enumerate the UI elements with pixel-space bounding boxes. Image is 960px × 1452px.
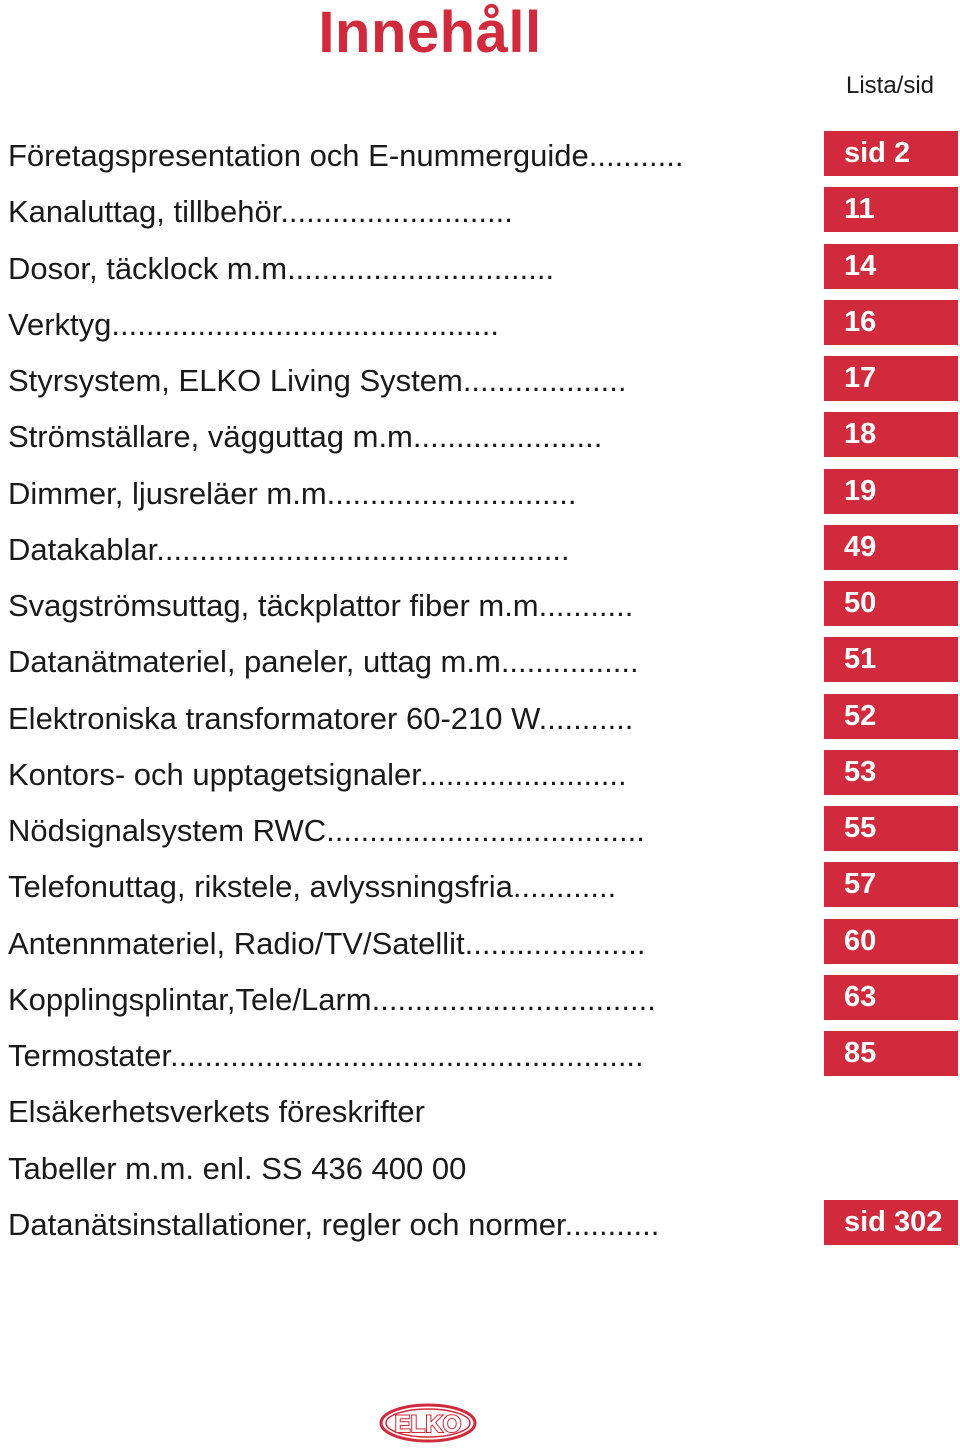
toc-entry[interactable] [0, 1028, 960, 1084]
toc-page-badge: 60 [824, 919, 958, 964]
toc-entry-label: Antennmateriel, Radio/TV/Satellit..................... [8, 925, 646, 961]
toc-leader-dots: ............................................. [111, 306, 499, 342]
toc-page-badge: 85 [824, 1031, 958, 1076]
toc-entry [0, 1141, 960, 1197]
logo-wordmark: ELKO [394, 1411, 462, 1438]
toc-entry[interactable] [0, 859, 960, 915]
toc-page-badge: 52 [824, 694, 958, 739]
toc-entry-label: Svagströmsuttag, täckplattor fiber m.m........... [8, 588, 634, 623]
toc-leader-dots: ....................................................... [169, 1038, 644, 1073]
toc-leader-dots: ................... [462, 363, 627, 398]
toc-leader-dots: ........................... [280, 194, 513, 230]
toc-page-badge: 51 [824, 637, 958, 682]
toc-page-badge: 57 [824, 862, 958, 907]
toc-entry-label: Kopplingsplintar,Tele/Larm................................. [8, 981, 656, 1017]
toc-page-badge: sid 302 [824, 1200, 958, 1245]
toc-entry[interactable] [0, 128, 960, 184]
toc-entry-label: Datanätmateriel, paneler, uttag m.m................ [8, 644, 639, 680]
toc-entry-label: Tabeller m.m. enl. SS 436 400 00 [8, 1150, 467, 1186]
toc-entry[interactable] [0, 522, 960, 578]
toc-entry-label: Verktyg............................................. [8, 306, 499, 342]
toc-page-badge: 53 [824, 750, 958, 795]
toc-entry-label: Nödsignalsystem RWC..................................... [8, 813, 645, 848]
toc-entry[interactable] [0, 747, 960, 803]
toc-page-badge: 14 [824, 244, 958, 289]
toc-entry[interactable] [0, 466, 960, 522]
toc-page-badge: 17 [824, 356, 958, 401]
toc-leader-dots: ............................. [326, 475, 577, 511]
toc-leader-dots: ................................................ [156, 531, 570, 567]
toc-entry[interactable] [0, 916, 960, 972]
elko-logo-icon [378, 1402, 478, 1444]
page-column-header: Lista/sid [845, 72, 935, 99]
toc-entry [0, 1084, 960, 1140]
toc-leader-dots: ................................. [371, 981, 656, 1017]
toc-entry-label: Kontors- och upptagetsignaler........................ [8, 756, 627, 792]
toc-page-badge: 11 [824, 187, 958, 232]
toc-entry-label: Kanaluttag, tillbehör........................... [8, 194, 513, 230]
toc-leader-dots: ............................... [287, 250, 555, 286]
toc-page-badge: 63 [824, 975, 958, 1020]
toc-leader-dots: ........... [588, 138, 684, 173]
toc-leader-dots: ............ [512, 869, 617, 905]
toc-leader-dots: ..................... [464, 925, 646, 961]
toc-entry-label: Termostater....................................................... [8, 1038, 644, 1073]
toc-page-badge: 16 [824, 300, 958, 345]
toc-entry-label: Dimmer, ljusreläer m.m............................. [8, 475, 577, 511]
toc-entry-label: Dosor, täcklock m.m............................... [8, 250, 555, 286]
toc-leader-dots: ........... [538, 700, 634, 736]
toc-entry[interactable] [0, 1197, 960, 1253]
toc-page-badge: 18 [824, 412, 958, 457]
toc-leader-dots: ...................... [412, 419, 603, 455]
toc-entry-label: Strömställare, vägguttag m.m...................... [8, 419, 603, 455]
toc-page-badge: sid 2 [824, 131, 958, 176]
toc-leader-dots: ..................................... [326, 813, 645, 848]
toc-entry[interactable] [0, 184, 960, 240]
toc-entry[interactable] [0, 241, 960, 297]
toc-entry[interactable] [0, 409, 960, 465]
toc-entry[interactable] [0, 972, 960, 1028]
toc-leader-dots: ................ [500, 644, 639, 680]
toc-entry-label: Styrsystem, ELKO Living System................... [8, 363, 627, 398]
toc-entry[interactable] [0, 634, 960, 690]
toc-leader-dots: ........................ [419, 756, 627, 792]
toc-entry[interactable] [0, 353, 960, 409]
toc-entry[interactable] [0, 691, 960, 747]
toc-entry[interactable] [0, 297, 960, 353]
table-of-contents [0, 128, 960, 1253]
toc-entry-label: Datanätsinstallationer, regler och normer........... [8, 1206, 660, 1242]
toc-leader-dots: ........... [538, 588, 634, 623]
page-title: Innehåll [318, 0, 542, 65]
toc-entry-label: Datakablar................................................ [8, 531, 570, 567]
toc-page-badge: 19 [824, 469, 958, 514]
toc-page-badge: 55 [824, 806, 958, 851]
toc-entry-label: Telefonuttag, rikstele, avlyssningsfria............ [8, 869, 617, 905]
toc-entry[interactable] [0, 803, 960, 859]
toc-page-badge: 50 [824, 581, 958, 626]
toc-page-badge: 49 [824, 525, 958, 570]
toc-entry[interactable] [0, 578, 960, 634]
toc-entry-label: Elektroniska transformatorer 60-210 W........... [8, 700, 634, 736]
toc-leader-dots: ........... [564, 1206, 660, 1242]
toc-entry-label: Elsäkerhetsverkets föreskrifter [8, 1094, 425, 1130]
toc-entry-label: Företagspresentation och E-nummerguide........... [8, 138, 684, 173]
